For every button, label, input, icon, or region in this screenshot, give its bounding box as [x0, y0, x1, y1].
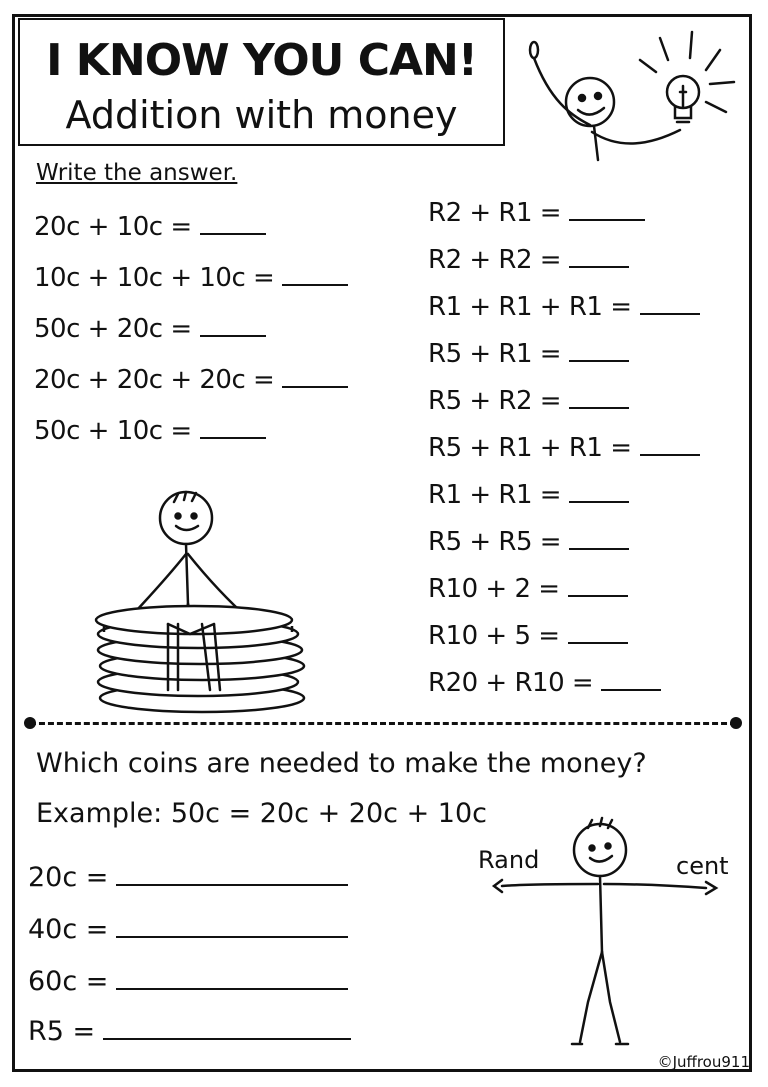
problem-left-4 — [34, 365, 348, 395]
label-cent: cent — [676, 852, 729, 880]
problem-text: 60c = — [28, 966, 109, 997]
problem-text: 50c + 10c = — [34, 416, 192, 446]
problem-left-3 — [34, 314, 266, 344]
problem-text: R2 + R2 = — [428, 245, 562, 275]
answer-blank[interactable] — [116, 934, 348, 938]
problem-text: R2 + R1 = — [428, 198, 562, 228]
answer-blank[interactable] — [200, 333, 266, 337]
lightbulb-icon — [667, 76, 699, 122]
problem-text: 50c + 20c = — [34, 314, 192, 344]
answer-blank[interactable] — [116, 986, 348, 990]
problem-text: R5 + R2 = — [428, 386, 562, 416]
problem-text: 20c = — [28, 862, 109, 893]
problem-text: R5 + R1 + R1 = — [428, 433, 632, 463]
problem-right-2 — [428, 245, 629, 275]
answer-blank[interactable] — [569, 499, 629, 503]
stick-figure-lightbulb-illustration — [520, 20, 750, 170]
answer-blank[interactable] — [640, 311, 700, 315]
problem-text: R20 + R10 = — [428, 668, 594, 698]
page-title: I KNOW YOU CAN! — [46, 35, 477, 86]
answer-blank[interactable] — [569, 264, 629, 268]
problem-right-7 — [428, 480, 629, 510]
copyright-credit: ©Juffrou911 — [657, 1053, 750, 1071]
section-divider — [30, 722, 736, 725]
answer-blank[interactable] — [568, 640, 628, 644]
problem-right-4 — [428, 339, 629, 369]
divider-dot-right — [730, 717, 742, 729]
answer-blank[interactable] — [103, 1036, 351, 1040]
coins-problem-4 — [28, 1016, 351, 1047]
answer-blank[interactable] — [640, 452, 700, 456]
problem-right-10 — [428, 621, 628, 651]
problem-right-3 — [428, 292, 700, 322]
question-which-coins: Which coins are needed to make the money? — [36, 748, 647, 779]
answer-blank[interactable] — [116, 882, 348, 886]
answer-blank[interactable] — [282, 384, 348, 388]
page-subtitle: Addition with money — [65, 93, 458, 137]
label-rand: Rand — [478, 846, 540, 874]
problem-right-1 — [428, 198, 645, 228]
problem-text: 40c = — [28, 914, 109, 945]
problem-right-8 — [428, 527, 629, 557]
answer-blank[interactable] — [569, 358, 629, 362]
answer-blank[interactable] — [282, 282, 348, 286]
problem-text: R10 + 2 = — [428, 574, 560, 604]
problem-right-6 — [428, 433, 700, 463]
instruction-write-answer: Write the answer. — [36, 160, 238, 186]
problem-right-9 — [428, 574, 628, 604]
coins-problem-2 — [28, 914, 348, 945]
answer-blank[interactable] — [569, 217, 645, 221]
stick-figure-rand-cent-illustration — [488, 812, 728, 1052]
problem-left-5 — [34, 416, 266, 446]
answer-blank[interactable] — [200, 231, 266, 235]
problem-text: R5 + R5 = — [428, 527, 562, 557]
stick-figure-coin-stack-illustration — [92, 484, 312, 724]
answer-blank[interactable] — [200, 435, 266, 439]
problem-text: R1 + R1 + R1 = — [428, 292, 632, 322]
coin-stack-icon — [96, 606, 304, 712]
problem-text: R1 + R1 = — [428, 480, 562, 510]
problem-text: 20c + 10c = — [34, 212, 192, 242]
coins-problem-1 — [28, 862, 348, 893]
divider-dot-left — [24, 717, 36, 729]
problem-text: 10c + 10c + 10c = — [34, 263, 275, 293]
answer-blank[interactable] — [569, 405, 629, 409]
problem-right-5 — [428, 386, 629, 416]
title-box — [18, 18, 505, 146]
coins-problem-3 — [28, 966, 348, 997]
problem-text: 20c + 20c + 20c = — [34, 365, 275, 395]
answer-blank[interactable] — [568, 593, 628, 597]
example-line: Example: 50c = 20c + 20c + 10c — [36, 798, 487, 829]
problem-text: R5 = — [28, 1016, 96, 1047]
problem-right-11 — [428, 668, 661, 698]
answer-blank[interactable] — [569, 546, 629, 550]
answer-blank[interactable] — [601, 687, 661, 691]
problem-left-2 — [34, 263, 348, 293]
problem-left-1 — [34, 212, 266, 242]
problem-text: R10 + 5 = — [428, 621, 560, 651]
problem-text: R5 + R1 = — [428, 339, 562, 369]
